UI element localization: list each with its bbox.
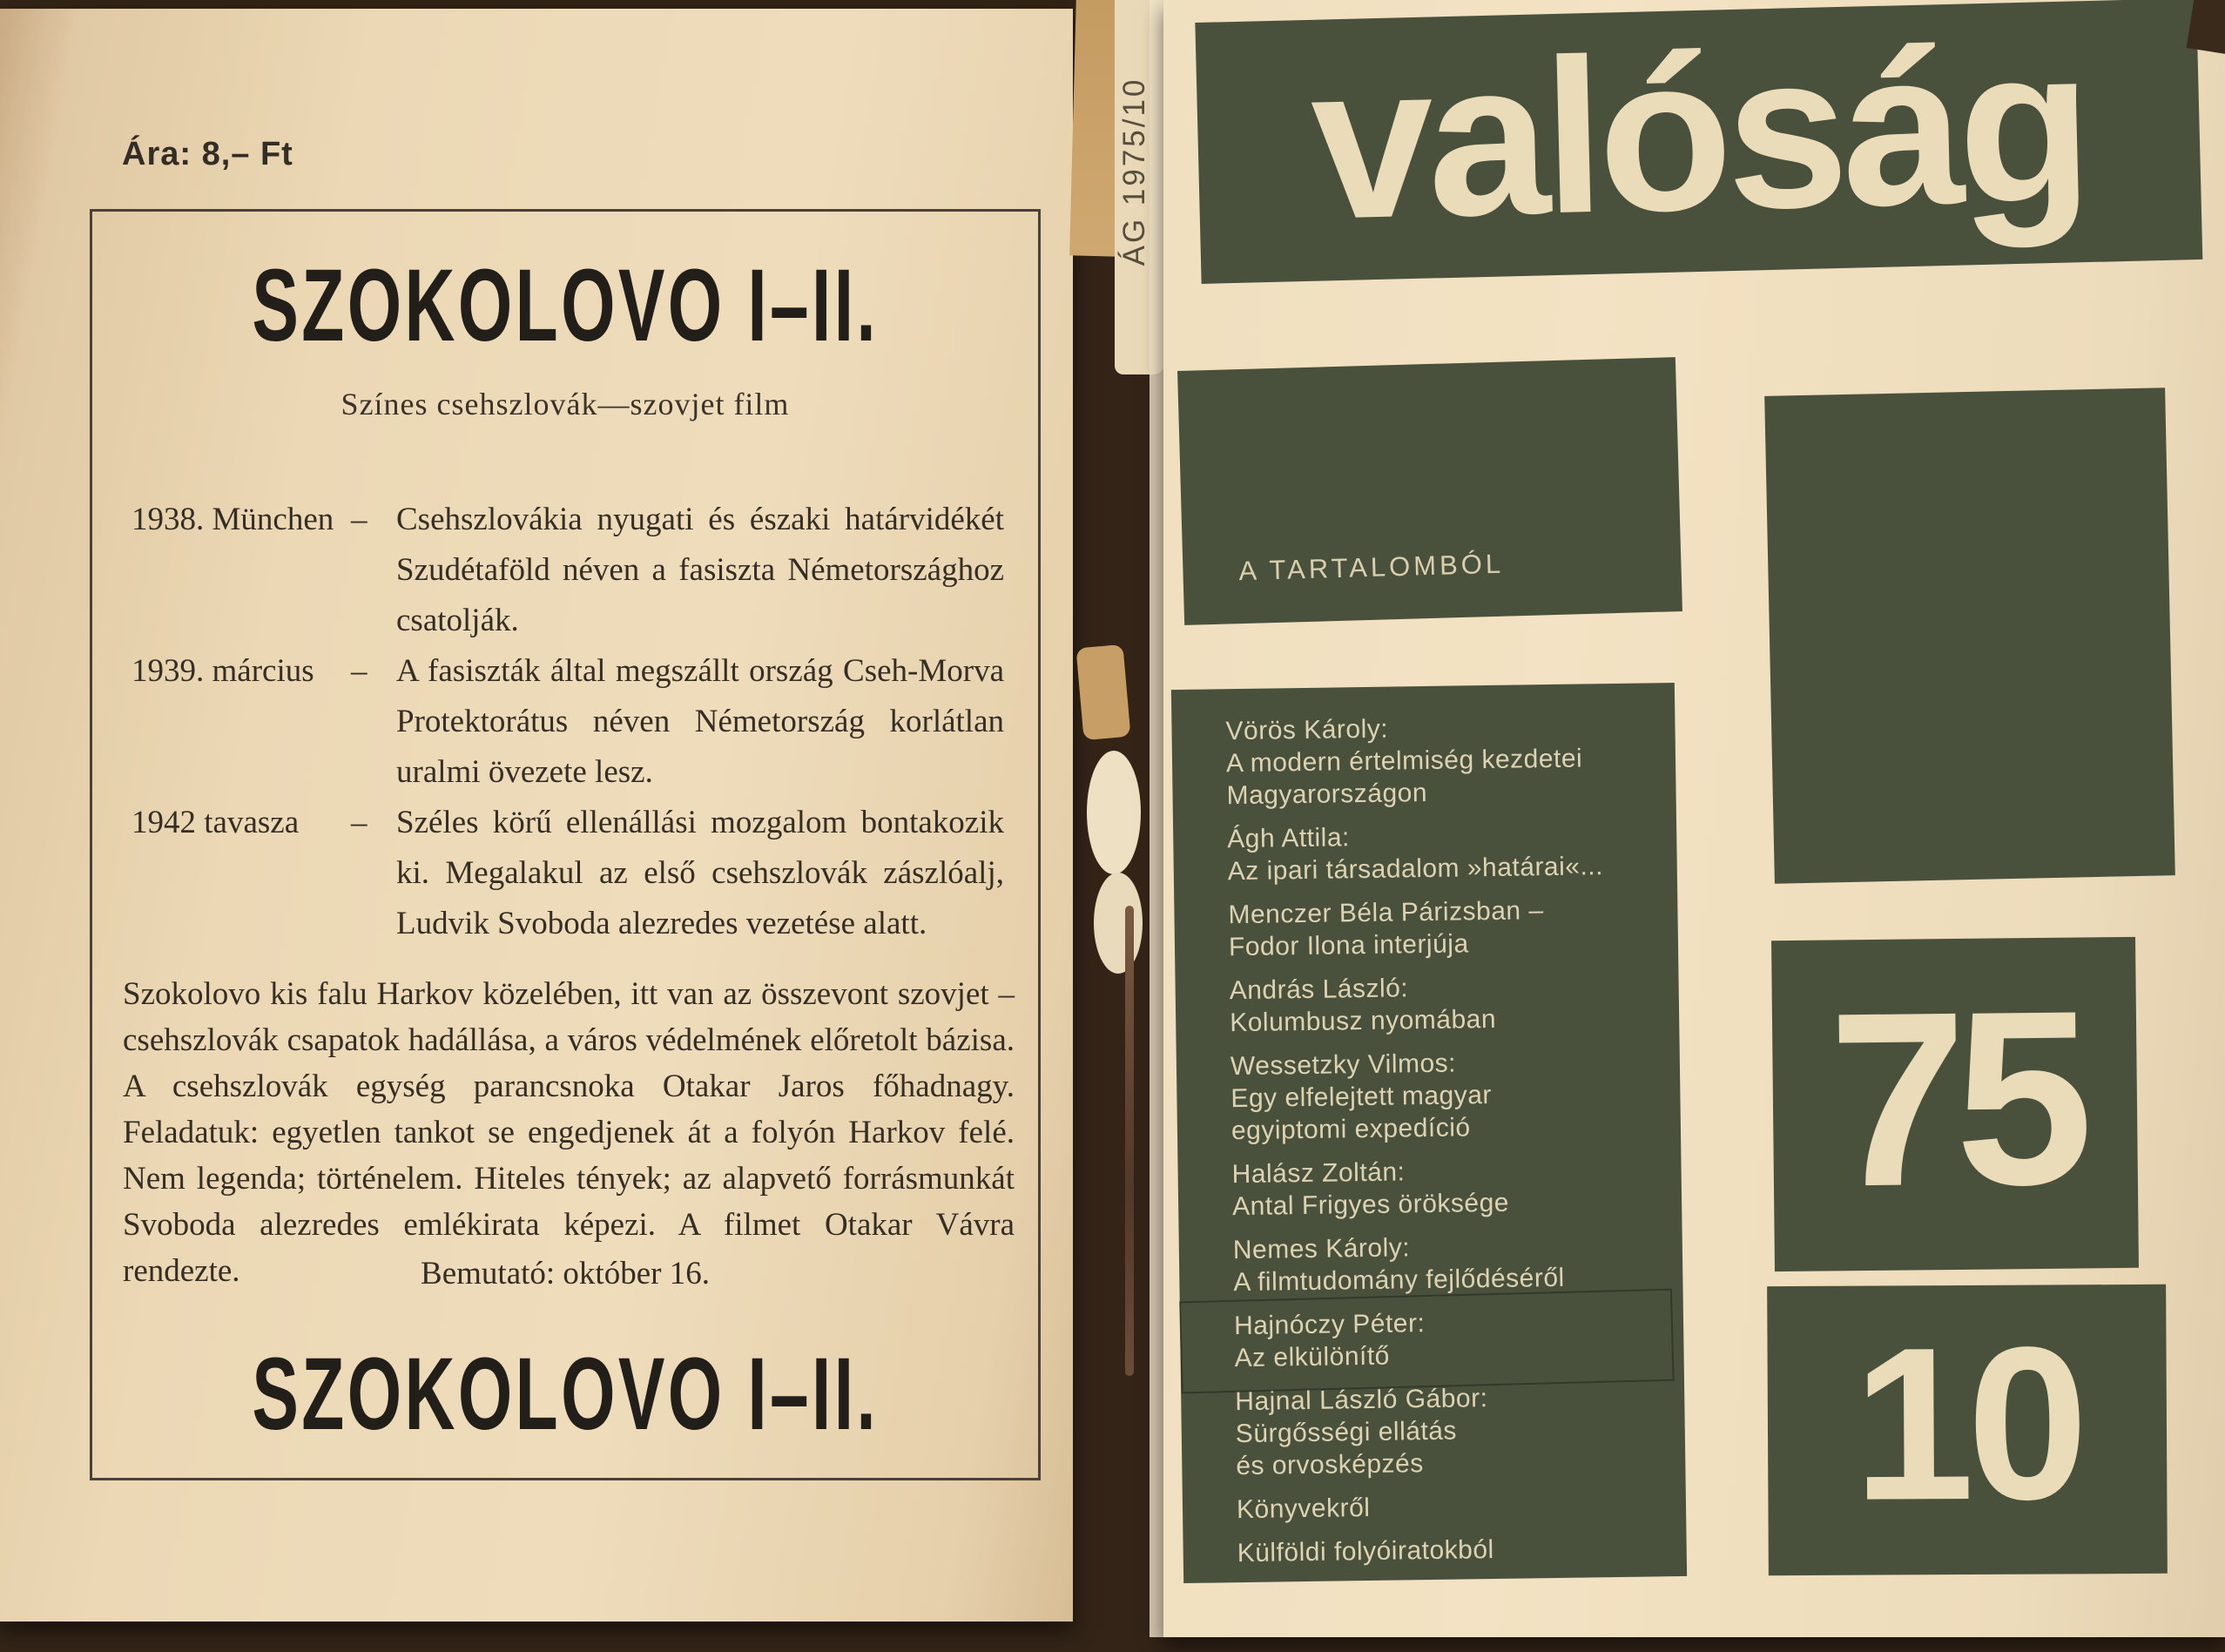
- film-title-top: [92, 246, 1038, 365]
- timeline-dash: –: [351, 653, 367, 689]
- premiere-date: Bemutató: október 16.: [421, 1256, 710, 1291]
- contents-title: Fodor Ilona interjúja: [1228, 929, 1469, 962]
- film-title-top-text: SZOKOLOVO I–II.: [252, 248, 879, 363]
- timeline-row: [131, 646, 1004, 798]
- issue-block: [1767, 1285, 2168, 1575]
- contents-author: Wessetzky Vilmos:: [1230, 1049, 1457, 1082]
- contents-title: Az ipari társadalom »határai«...: [1227, 852, 1604, 887]
- contents-item: [1235, 1379, 1655, 1482]
- contents-item-highlighted: [1234, 1304, 1653, 1374]
- film-subtitle: Színes csehszlovák—szovjet film: [340, 387, 790, 421]
- contents-author: András László:: [1229, 974, 1409, 1006]
- contents-label: A TARTALOMBÓL: [1237, 548, 1505, 587]
- film-title-bottom: [92, 1335, 1038, 1453]
- timeline-row: [131, 495, 1004, 646]
- price-label: Ára: 8,– Ft: [122, 136, 293, 172]
- spine-issue-label: ÁG 1975/10: [1117, 77, 1151, 266]
- year-block: [1771, 937, 2139, 1271]
- contents-title: Könyvekről: [1236, 1493, 1371, 1525]
- timeline-text: Csehszlovákia nyugati és északi határvidékét Szudétaföld néven a fasiszta Németországhoz csatolják.: [396, 502, 1004, 638]
- contents-title: A filmtudomány fejlődéséről: [1233, 1263, 1565, 1298]
- timeline-row: [131, 798, 1004, 949]
- front-cover-page: [1163, 0, 2225, 1637]
- contents-author: Halász Zoltán:: [1231, 1157, 1406, 1190]
- contents-item: [1230, 1044, 1650, 1147]
- timeline-text: Széles körű ellenállási mozgalom bontakozik ki. Megalakul az első csehszlovák zászlóalj, Ludvik Svoboda alezredes vezetése alatt.: [396, 805, 1004, 941]
- spine-torn-fragment: [1087, 751, 1141, 874]
- film-timeline: [131, 495, 1004, 949]
- timeline-date: 1939. március: [131, 653, 314, 689]
- contents-title: Egy elfelejtett magyar egyiptomi expedíció: [1230, 1080, 1493, 1146]
- contents-title: Kolumbusz nyomában: [1229, 1004, 1497, 1038]
- timeline-dash: –: [351, 502, 367, 537]
- contents-item: [1225, 710, 1645, 813]
- spine-torn-fragment: [1075, 644, 1130, 740]
- contents-title: Antal Frigyes öröksége: [1231, 1188, 1510, 1222]
- contents-title: Sürgősségi ellátás és orvosképzés: [1235, 1416, 1458, 1481]
- contents-item: [1229, 968, 1648, 1039]
- decorative-green-block: [1764, 388, 2175, 884]
- contents-item: [1233, 1228, 1652, 1298]
- timeline-date: 1938. München: [131, 502, 334, 537]
- contents-author: Hajnal László Gábor:: [1235, 1384, 1488, 1417]
- timeline-date: 1942 tavasza: [131, 805, 300, 840]
- film-title-bottom-text: SZOKOLOVO I–II.: [252, 1337, 879, 1452]
- contents-item: [1237, 1487, 1655, 1526]
- contents-item: [1227, 818, 1646, 888]
- film-ad-box: [90, 209, 1041, 1480]
- year-number: 75: [1827, 958, 2083, 1239]
- contents-title: A modern értelmiség kezdetei Magyarországon: [1225, 744, 1583, 811]
- contents-title: Külföldi folyóiratokból: [1237, 1535, 1494, 1568]
- contents-title: Az elkülönítő: [1234, 1341, 1391, 1373]
- contents-item: [1237, 1531, 1655, 1569]
- contents-author: Nemes Károly:: [1232, 1233, 1411, 1265]
- timeline-text: A fasiszták által megszállt ország Cseh-Morva Protektorátus néven Németország korlátlan uralmi övezete lesz.: [396, 653, 1004, 790]
- spine-torn-fragment: [1094, 873, 1143, 974]
- spine-crack: [1125, 906, 1134, 1376]
- contents-item: [1228, 893, 1647, 963]
- contents-header-block: [1177, 357, 1682, 625]
- contents-author: Ágh Attila:: [1227, 823, 1351, 854]
- magazine-logo-banner: [1195, 0, 2202, 284]
- back-cover-page: [0, 9, 1073, 1622]
- table-background-corner: [2187, 0, 2225, 56]
- contents-author: Vörös Károly:: [1225, 714, 1389, 746]
- film-description: Szokolovo kis falu Harkov közelében, itt van az összevont szovjet – csehszlovák csapatok hadállása, a város védelmének előretolt bázisa. A csehszlovák egység parancsnoka Otakar Jaros főhadnagy. Feladatuk: egyetlen tankot se engedjenek át a folyón Harkov felé. Nem legenda; történelem. Hiteles tények; az alapvető forrásmunkát Svoboda alezredes emlékirata képezi. A filmet Otakar Vávra rendezte.: [123, 976, 1015, 1289]
- issue-number: 10: [1852, 1300, 2082, 1546]
- magazine-logo: valóság: [1308, 2, 2089, 266]
- timeline-dash: –: [351, 805, 367, 840]
- contents-author: Hajnóczy Péter:: [1233, 1309, 1426, 1341]
- contents-block: [1171, 683, 1687, 1583]
- contents-item: [1231, 1152, 1650, 1223]
- contents-author: Menczer Béla Párizsban –: [1228, 896, 1544, 930]
